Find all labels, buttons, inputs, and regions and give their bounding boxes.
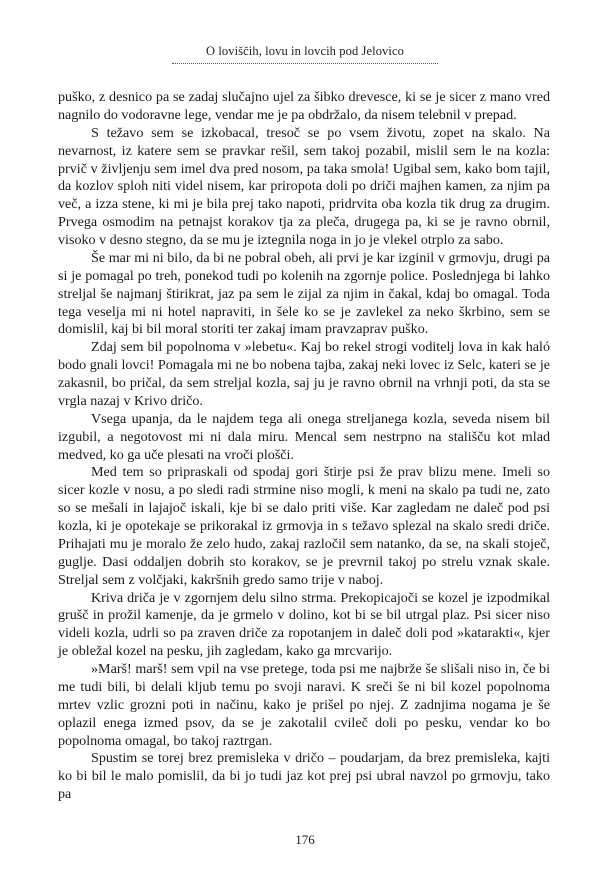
- running-header: [0, 44, 610, 64]
- paragraph: Med tem so pripraskali od spodaj gori štirje psi že prav blizu mene. Imeli so sicer kozle v nosu, a po sledi radi strmine niso mogli, k meni na skalo pa tudi ne, zato so se mešali in lajajoč iskali, kje bi se dalo priti više. Kar zagledam ne daleč pod psi kozla, ki je opotekaje se prikorakal iz grmovja in s težavo splezal na skalo sredi driče. Prihajati mu je moralo že zelo hudo, zakaj razločil sem natanko, da se, na skali stoječ, guglje. Dasi oddaljen dobrih sto korakov, se je prevrnil takoj po strelu vznak skale. Streljal sem z volčjaki, kakršnih gredo samo trije v naboj.: [58, 464, 550, 588]
- paragraph: Vsega upanja, da le najdem tega ali onega streljanega kozla, seveda nisem bil izgubil, a negotovost mi ni dala miru. Mencal sem nestrpno na stališču kot mlad medved, ko ga uče plesati na vroči plošči.: [58, 410, 550, 463]
- paragraph: Spustim se torej brez premisleka v dričo – poudarjam, da brez premisleka, kajti ko bi bil le malo pomislil, da bi jo tudi jaz kot prej psi ubral navzol po grmovju, tako pa: [58, 750, 550, 803]
- header-dotted-rule: [172, 63, 438, 64]
- paragraph: Kriva driča je v zgornjem delu silno strma. Prekopicajoči se kozel je izpodmikal grušč in prožil kamenje, da je grmelo v dolino, kot bi se bil utrgal plaz. Psi sicer niso videli kozla, udrli so pa zraven driče za ropotanjem in daleč doli pod »katarakti«, kjer je obležal kozel na pesku, jih zagledam, kako ga mrcvarijo.: [58, 589, 550, 660]
- body-text: [58, 89, 550, 804]
- paragraph: Še mar mi ni bilo, da bi ne pobral obeh, ali prvi je kar izginil v grmovju, drugi pa si je pomagal po treh, ponekod tudi po kolenih na zgornje police. Poslednjega bi lahko streljal še najmanj štirikrat, jaz pa sem le zijal za njim in čakal, kdaj bo omagal. Toda tega veselja mi ni hotel napraviti, in šele ko se je zavlekel za neko škrbino, sem se domislil, kaj bi bil moral storiti ter zakaj imam pravzaprav puško.: [58, 249, 550, 338]
- page-number: 176: [295, 832, 315, 847]
- paragraph: Zdaj sem bil popolnoma v »lebetu«. Kaj bo rekel strogi voditelj lova in kak haló bodo gnali lovci! Pomagala mi ne bo nobena tajba, zakaj neki lovec iz Selc, kateri se je zakasnil, bo pričal, da sem streljal kozla, saj ju je ravno obrnil na vrhnji poti, da sta se vrgla nazaj v Krivo dričo.: [58, 339, 550, 409]
- running-title: O loviščih, lovu in lovcih pod Jelovico: [206, 44, 404, 58]
- paragraph: puško, z desnico pa se zadaj slučajno ujel za šibko drevesce, ki se je sicer z mano vred nagnilo do vodoravne lege, vendar me je pa obdržalo, da nisem telebnil v prepad.: [58, 89, 550, 123]
- paragraph: S težavo sem se izkobacal, tresoč se po vsem životu, zopet na skalo. Na nevarnost, iz katere sem se pravkar rešil, sem takoj pozabil, mislil sem le na kozla: prvič v življenju sem imel dva pred nosom, pa taka smola! Ugibal sem, kako bom tajil, da kozlov sploh niti videl nisem, kar priropota doli po driči majhen kamen, za njim pa več, a izza stene, ki mi je bila prej tako napoti, pridrvita oba kozla tik drug za drugim. Prvega osmodim na petnajst korakov tja za pleča, drugega pa, ki se je ravno obrnil, visoko v desno stegno, da se mu je iztegnila noga in jo je vlekel otrplo za sabo.: [58, 124, 550, 248]
- paragraph: »Marš! marš! sem vpil na vse pretege, toda psi me najbrže še slišali niso in, če bi me tudi bili, bi delali kljub temu po svoji naravi. K sreči še ni bil kozel popolnoma mrtev vzlic grozni poti in načinu, kako je prišel po njej. Z zadnjima nogama je še oplazil enega izmed psov, da se je zakotalil cvileč doli po pesku, vendar ko bo popolnoma omagal, bo takoj raztrgan.: [58, 661, 550, 749]
